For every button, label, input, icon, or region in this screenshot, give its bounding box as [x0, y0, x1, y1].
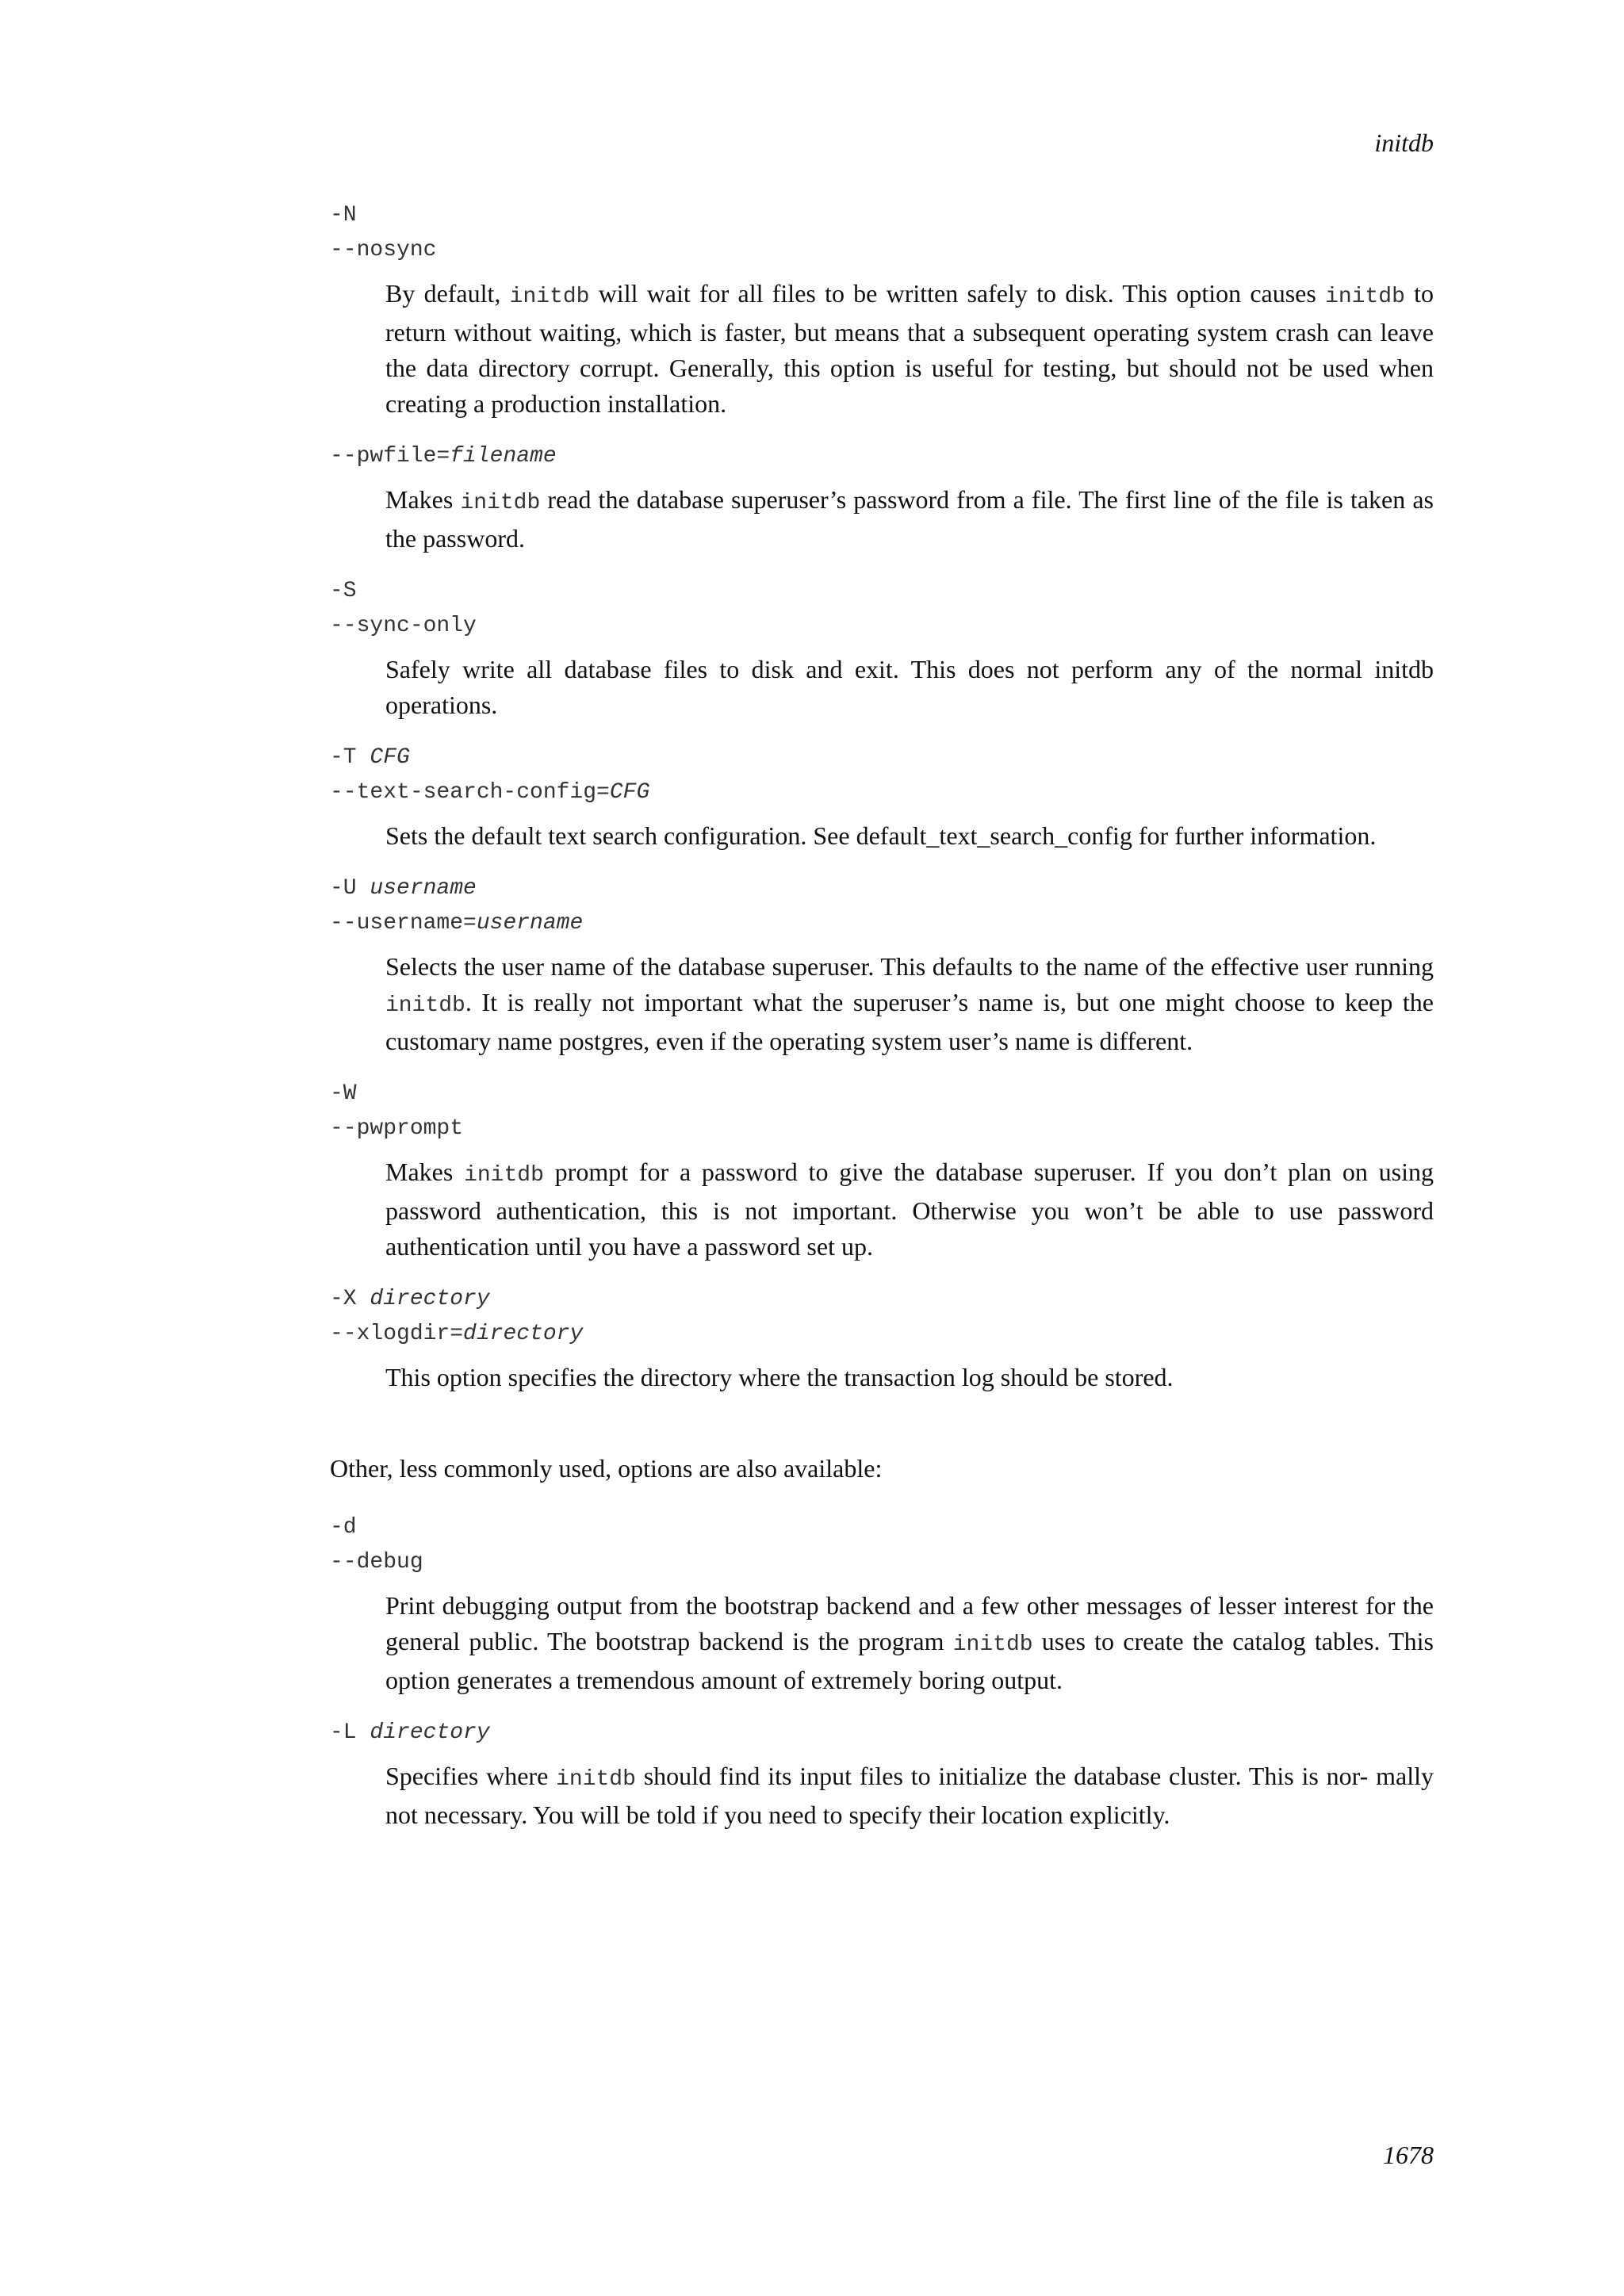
option-term — [330, 439, 1434, 474]
option-term — [330, 609, 1434, 644]
running-header-title: initdb — [1374, 128, 1434, 157]
description-text: This option specifies the directory where the transaction log should be stored. — [385, 1363, 1174, 1391]
option-description — [385, 818, 1434, 854]
option-term — [330, 233, 1434, 268]
description-text: prompt for a password to give the database superuser. If you don’t plan on using password authentication, this is not important. Otherwise you won’t be able to use password authentication until you have a password set up. — [385, 1158, 1434, 1261]
option-description — [385, 652, 1434, 723]
option-term — [330, 1077, 1434, 1112]
description-text: read the database superuser’s password from a file. The first line of the file is taken as the password. — [385, 485, 1434, 553]
intro-paragraph: Other, less commonly used, options are also available: — [330, 1454, 883, 1483]
option-flag: -S — [330, 579, 357, 603]
option-term — [330, 1112, 1434, 1146]
inline-command: initdb — [385, 993, 465, 1018]
option-description — [385, 276, 1434, 422]
option-argument: username — [370, 876, 477, 901]
option-term — [330, 775, 1434, 810]
option-term — [330, 740, 1434, 775]
option-entry — [330, 1282, 1434, 1395]
option-flag: --nosync — [330, 238, 437, 262]
option-flag: --username= — [330, 911, 477, 936]
inline-command: initdb — [460, 491, 541, 515]
description-text: to return without waiting, which is faster, but means that a subsequent operating system crash can leave the data directory corrupt. Generally, this option is useful for testing, but should not be used when creating a production installation. — [385, 279, 1434, 418]
option-argument: CFG — [609, 780, 650, 805]
option-flag: -W — [330, 1081, 357, 1106]
description-text: Makes — [385, 1158, 465, 1186]
option-term — [330, 198, 1434, 233]
option-argument: username — [476, 911, 584, 936]
option-entry — [330, 740, 1434, 854]
option-entry — [330, 1716, 1434, 1833]
description-text: Specifies where — [385, 1762, 557, 1790]
options-list — [330, 198, 1434, 1395]
description-text: should find its input files to initialize the database cluster. This is nor- mally not necessary. You will be told if you need to specify their location explicitly. — [385, 1762, 1434, 1829]
option-description — [385, 949, 1434, 1059]
option-description — [385, 482, 1434, 557]
option-term — [330, 574, 1434, 609]
option-flag: -T — [330, 745, 370, 770]
option-argument: directory — [463, 1322, 584, 1346]
option-flag: -d — [330, 1515, 357, 1540]
option-term — [330, 1510, 1434, 1545]
option-flag: -L — [330, 1720, 370, 1745]
option-argument: directory — [370, 1287, 490, 1311]
description-text: Sets the default text search configuration. See default_text_search_config for further information. — [385, 821, 1377, 850]
option-entry — [330, 198, 1434, 422]
other-options-list — [330, 1510, 1434, 1833]
option-term — [330, 1716, 1434, 1751]
option-flag: --debug — [330, 1550, 423, 1575]
option-description — [385, 1360, 1434, 1395]
option-flag: --pwprompt — [330, 1116, 464, 1141]
option-argument: directory — [370, 1720, 490, 1745]
description-text: will wait for all files to be written safely to disk. This option causes — [589, 279, 1326, 308]
option-term — [330, 906, 1434, 941]
option-flag: --pwfile= — [330, 444, 450, 469]
option-entry — [330, 1510, 1434, 1698]
option-entry — [330, 574, 1434, 723]
description-text: Print debugging output from the bootstrap backend and a few other messages of lesser interest for the general public. The bootstrap backend is the program — [385, 1591, 1434, 1655]
description-text: . It is really not important what the superuser’s name is, but one might choose to keep the customary name postgres, even if the operating system user’s name is different. — [385, 988, 1434, 1055]
description-text: Safely write all database files to disk and exit. This does not perform any of the normal initdb operations. — [385, 655, 1434, 719]
description-text: By default, — [385, 279, 510, 308]
option-description — [385, 1758, 1434, 1833]
option-flag: -U — [330, 876, 370, 901]
option-term — [330, 1317, 1434, 1352]
option-term — [330, 1545, 1434, 1580]
option-description — [385, 1588, 1434, 1698]
inline-command: initdb — [556, 1767, 636, 1792]
option-entry — [330, 871, 1434, 1059]
option-flag: --sync-only — [330, 614, 477, 638]
description-text: Selects the user name of the database superuser. This defaults to the name of the effective user running — [385, 952, 1434, 981]
option-flag: -X — [330, 1287, 370, 1311]
option-flag: -N — [330, 203, 357, 228]
description-text: Makes — [385, 485, 461, 514]
option-term — [330, 871, 1434, 906]
option-term — [330, 1282, 1434, 1317]
inline-command: initdb — [464, 1163, 544, 1188]
inline-command: initdb — [952, 1632, 1033, 1657]
description-text: uses to create the catalog tables. This option generates a tremendous amount of extremely boring output. — [385, 1627, 1434, 1694]
inline-command: initdb — [1325, 285, 1405, 309]
option-entry — [330, 439, 1434, 557]
inline-command: initdb — [509, 285, 590, 309]
option-entry — [330, 1077, 1434, 1265]
page-number: 1678 — [1383, 2141, 1434, 2169]
option-flag: --text-search-config= — [330, 780, 610, 805]
page-content — [330, 198, 1434, 1850]
option-argument: CFG — [370, 745, 410, 770]
option-flag: --xlogdir= — [330, 1322, 464, 1346]
option-description — [385, 1154, 1434, 1265]
option-argument: filename — [450, 444, 557, 469]
